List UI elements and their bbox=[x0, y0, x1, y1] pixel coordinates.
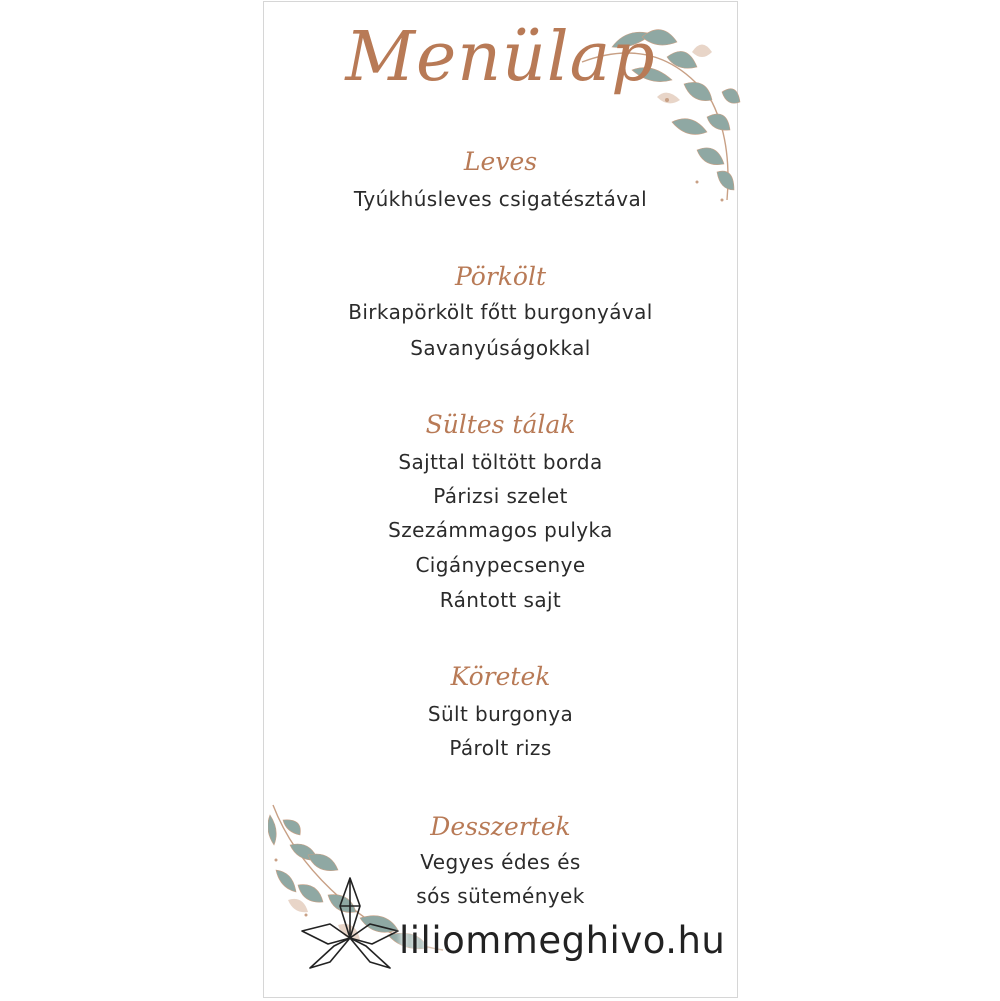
section-heading-sultes-talak: Sültes tálak bbox=[425, 410, 576, 439]
section-heading-koretek: Köretek bbox=[450, 662, 551, 691]
section-heading-desszertek: Desszertek bbox=[430, 812, 571, 841]
menu-item: Párolt rizs bbox=[449, 736, 552, 760]
section-heading-leves: Leves bbox=[463, 147, 538, 176]
watermark-text: liliommeghivo.hu bbox=[399, 919, 726, 962]
menu-item: Sült burgonya bbox=[427, 702, 574, 726]
menu-title: Menülap bbox=[345, 18, 656, 97]
menu-item: Birkapörkölt főtt burgonyával bbox=[348, 300, 653, 324]
menu-item: sós sütemények bbox=[416, 884, 585, 908]
section-heading-porkolt: Pörkölt bbox=[454, 262, 547, 291]
menu-item: Tyúkhúsleves csigatésztával bbox=[353, 187, 648, 211]
menu-item: Cigánypecsenye bbox=[415, 553, 586, 577]
menu-item: Párizsi szelet bbox=[433, 484, 568, 508]
menu-item: Szezámmagos pulyka bbox=[388, 518, 613, 542]
menu-item: Rántott sajt bbox=[439, 588, 562, 612]
menu-item: Vegyes édes és bbox=[420, 850, 581, 874]
menu-card bbox=[263, 1, 738, 998]
menu-item: Savanyúságokkal bbox=[410, 336, 591, 360]
menu-item: Sajttal töltött borda bbox=[398, 450, 603, 474]
crystal-lily-logo-icon bbox=[300, 876, 400, 976]
